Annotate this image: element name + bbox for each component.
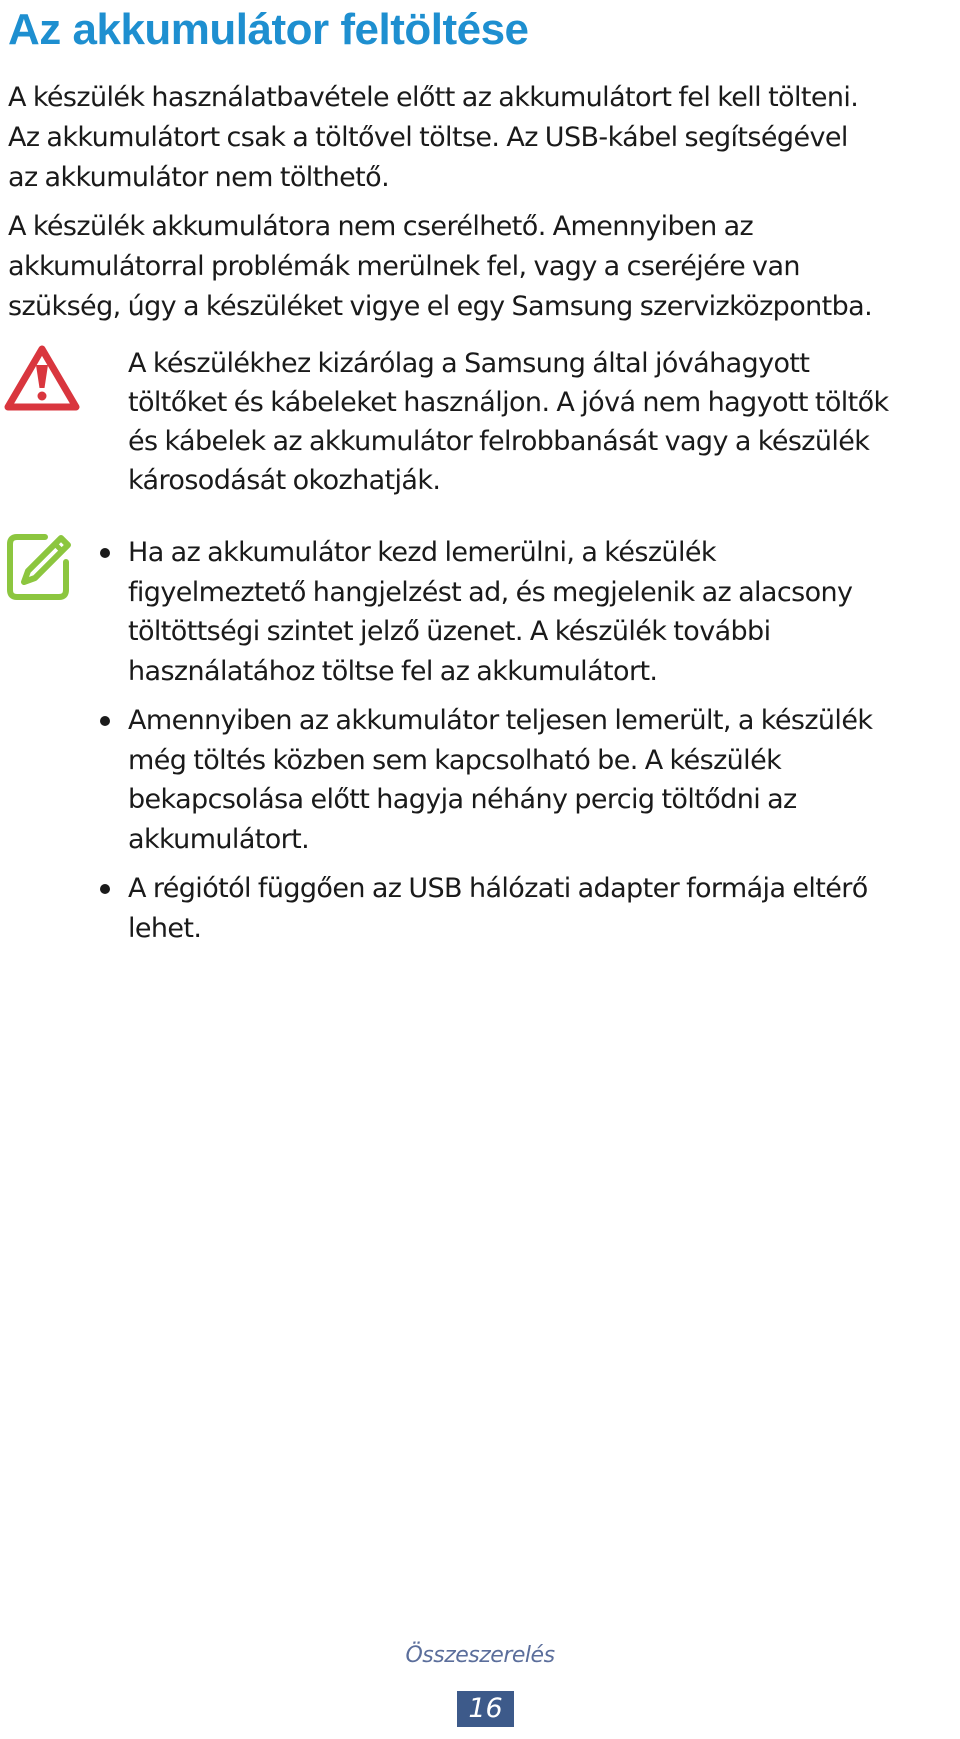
text-line: és kábelek az akkumulátor felrobbanását vagy a készülék xyxy=(128,426,870,457)
list-item xyxy=(98,701,958,859)
bullet-icon xyxy=(100,548,110,558)
text-line: használatához töltse fel az akkumulátort. xyxy=(128,655,658,687)
note-pencil-icon xyxy=(5,532,71,602)
text-line: az akkumulátor nem tölthető. xyxy=(8,162,390,193)
list-item xyxy=(98,533,958,691)
text-line: figyelmeztető hangjelzést ad, és megjelenik az alacsony xyxy=(128,576,853,608)
text-line: Ha az akkumulátor kezd lemerülni, a készülék xyxy=(128,537,716,568)
bullet-icon xyxy=(100,716,110,726)
text-line: akkumulátort. xyxy=(128,823,310,855)
intro-paragraph-2 xyxy=(8,207,958,327)
text-line: még töltés közben sem kapcsolható be. A készülék xyxy=(128,744,782,776)
text-line: bekapcsolása előtt hagyja néhány percig töltődni az xyxy=(128,784,797,815)
footer-section-title: Összeszerelés xyxy=(405,1643,555,1668)
page-title: Az akkumulátor feltöltése xyxy=(8,5,529,54)
list-item xyxy=(98,869,958,948)
text-line: Amennyiben az akkumulátor teljesen lemerült, a készülék xyxy=(128,705,873,736)
text-line: töltöttségi szintet jelző üzenet. A készülék további xyxy=(128,616,771,647)
text-line: károsodását okozhatják. xyxy=(128,465,441,496)
note-list xyxy=(98,533,958,958)
warning-triangle-icon xyxy=(4,344,80,412)
text-line: akkumulátorral problémák merülnek fel, vagy a cseréjére van xyxy=(8,251,800,282)
warning-text xyxy=(128,344,958,500)
text-line: A készülék használatbavétele előtt az akkumulátort fel kell tölteni. xyxy=(8,82,859,113)
page-number: 16 xyxy=(457,1691,514,1727)
text-line: A készülék akkumulátora nem cserélhető. Amennyiben az xyxy=(8,211,754,242)
text-line: töltőket és kábeleket használjon. A jóvá nem hagyott töltők xyxy=(128,387,889,418)
text-line: A régiótól függően az USB hálózati adapter formája eltérő xyxy=(128,873,868,904)
text-line: Az akkumulátort csak a töltővel töltse. Az USB-kábel segítségével xyxy=(8,122,848,153)
intro-paragraph-1 xyxy=(8,78,958,198)
bullet-icon xyxy=(100,884,110,894)
text-line: lehet. xyxy=(128,912,202,944)
text-line: A készülékhez kizárólag a Samsung által jóváhagyott xyxy=(128,348,810,379)
text-line: szükség, úgy a készüléket vigye el egy Samsung szervizközpontba. xyxy=(8,291,873,322)
